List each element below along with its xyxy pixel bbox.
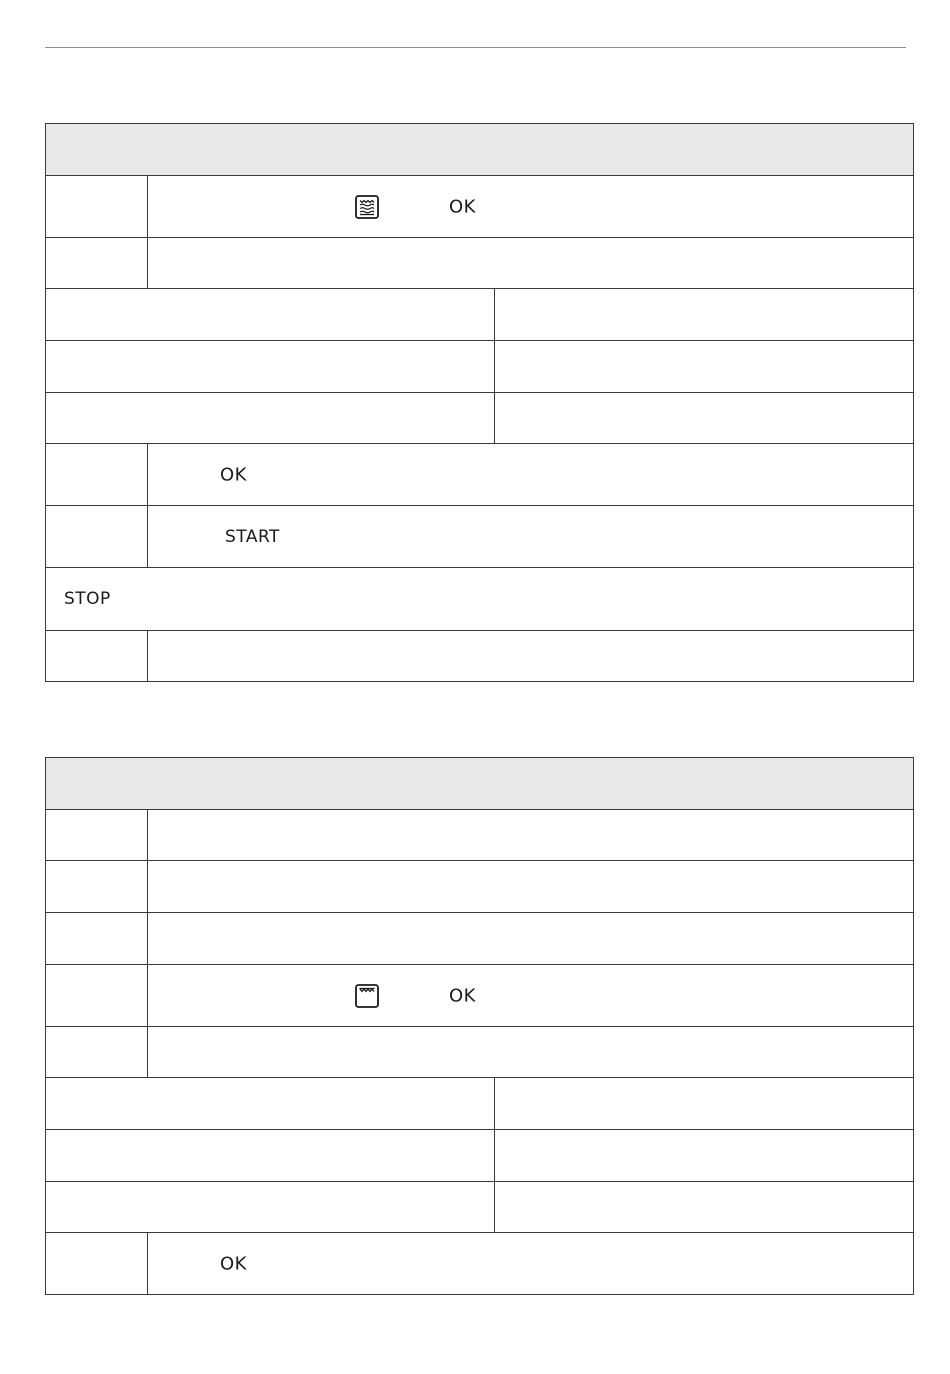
setting-name-cell — [46, 1182, 495, 1233]
program-table-1 — [45, 123, 914, 682]
setting-name-cell — [46, 341, 495, 393]
setting-name-cell — [46, 393, 495, 444]
step-instruction-cell — [148, 913, 914, 965]
step-instruction-cell — [148, 965, 914, 1027]
step-number-cell — [46, 810, 148, 861]
start-button-label: START — [225, 526, 280, 547]
step-number-cell — [46, 506, 148, 568]
top-heat-icon — [355, 984, 379, 1008]
setting-value-cell — [495, 289, 914, 341]
stop-button-label: STOP — [64, 589, 111, 609]
header-rule — [45, 47, 906, 48]
setting-value-cell — [495, 1130, 914, 1182]
step-instruction-cell — [148, 506, 914, 568]
step-instruction-cell — [148, 444, 914, 506]
step-number-cell — [46, 444, 148, 506]
ok-button-label: OK — [220, 1253, 247, 1274]
step-instruction-cell — [148, 631, 914, 682]
program-table-2 — [45, 757, 914, 1295]
step-number-cell — [46, 176, 148, 238]
step-number-cell — [46, 965, 148, 1027]
setting-name-cell — [46, 289, 495, 341]
step-instruction-cell — [148, 1027, 914, 1078]
step-number-cell — [46, 913, 148, 965]
setting-value-cell — [495, 1078, 914, 1130]
stop-note-cell — [46, 568, 914, 631]
step-instruction-cell — [148, 176, 914, 238]
setting-name-cell — [46, 1078, 495, 1130]
step-instruction-cell — [148, 810, 914, 861]
step-number-cell — [46, 1233, 148, 1295]
table-header — [46, 124, 914, 176]
setting-name-cell — [46, 1130, 495, 1182]
table-header — [46, 758, 914, 810]
step-instruction-cell — [148, 238, 914, 289]
step-number-cell — [46, 1027, 148, 1078]
ok-button-label: OK — [449, 196, 476, 217]
step-number-cell — [46, 238, 148, 289]
step-number-cell — [46, 631, 148, 682]
setting-value-cell — [495, 1182, 914, 1233]
step-number-cell — [46, 861, 148, 913]
steam-grill-icon — [355, 195, 379, 219]
setting-value-cell — [495, 341, 914, 393]
setting-value-cell — [495, 393, 914, 444]
step-instruction-cell — [148, 1233, 914, 1295]
ok-button-label: OK — [220, 464, 247, 485]
ok-button-label: OK — [449, 985, 476, 1006]
step-instruction-cell — [148, 861, 914, 913]
